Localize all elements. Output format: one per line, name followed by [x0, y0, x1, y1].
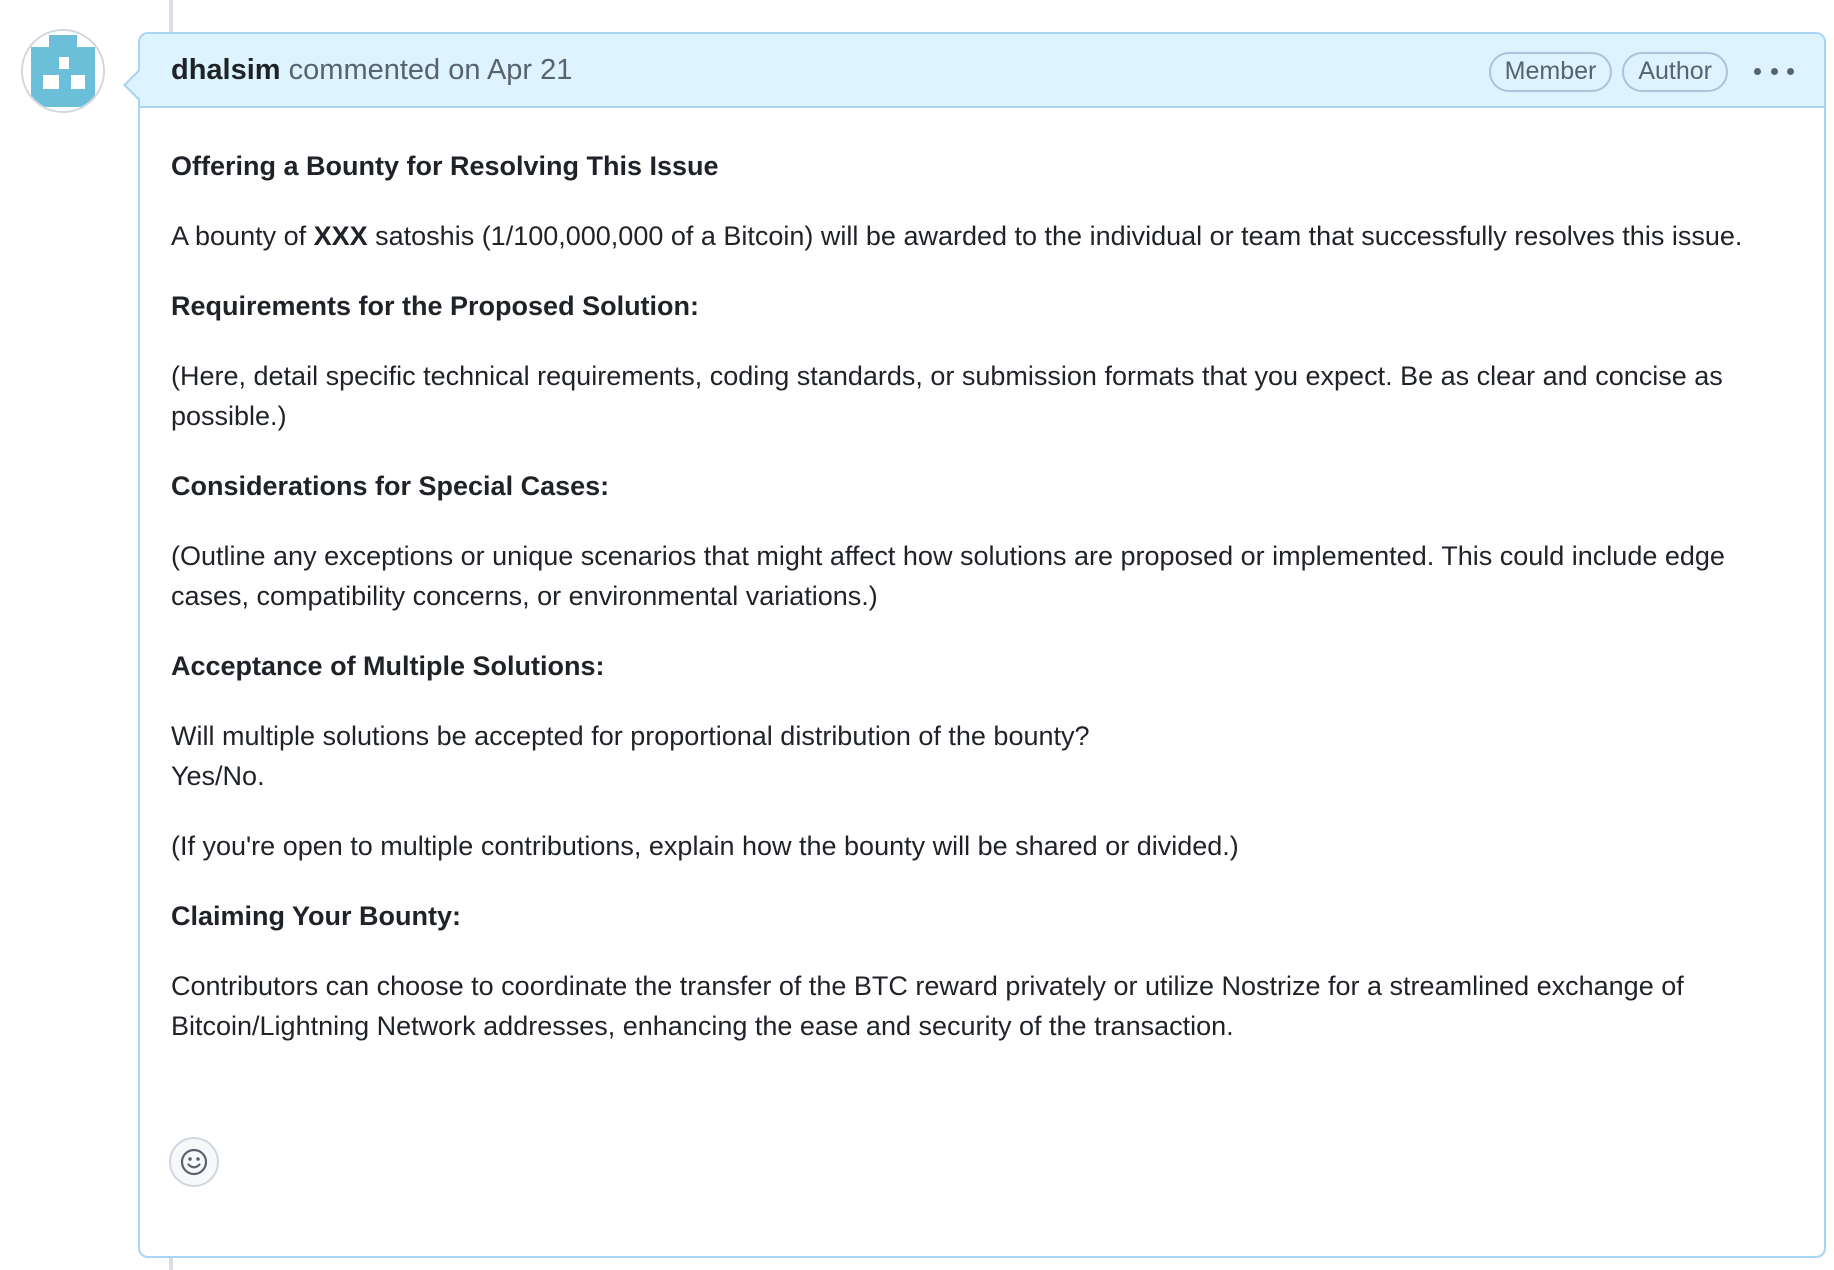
kebab-dot [1787, 68, 1794, 75]
intro-suffix: satoshis (1/100,000,000 of a Bitcoin) will be awarded to the individual or team that successfully resolves this issue. [367, 221, 1743, 251]
identicon-image [23, 31, 103, 111]
claiming-text: Contributors can choose to coordinate the transfer of the BTC reward privately or utilize Nostrize for a streamlined exchange of Bitcoin/Lightning Network addresses, enhancing the ease and security of the transaction. [171, 971, 1684, 1041]
kebab-dot [1754, 68, 1761, 75]
multiple-question: Will multiple solutions be accepted for proportional distribution of the bounty? [171, 721, 1090, 751]
badges [1489, 52, 1728, 92]
avatar[interactable] [21, 29, 105, 113]
member-badge: Member [1489, 52, 1613, 92]
multiple-explain-text: (If you're open to multiple contributions, explain how the bounty will be shared or divided.) [171, 831, 1239, 861]
author-link[interactable]: dhalsim [171, 54, 281, 86]
intro-prefix: A bounty of [171, 221, 314, 251]
add-reaction-button[interactable] [169, 1137, 219, 1187]
comment-body [171, 146, 1801, 1076]
special-cases-heading: Considerations for Special Cases: [171, 471, 610, 501]
kebab-horizontal-icon[interactable] [1754, 56, 1794, 86]
multiple-solutions-heading: Acceptance of Multiple Solutions: [171, 651, 605, 681]
bounty-title: Offering a Bounty for Resolving This Issue [171, 151, 719, 181]
comment-timestamp[interactable]: commented on Apr 21 [288, 54, 573, 86]
bounty-intro [171, 216, 1801, 256]
multiple-solutions-text [171, 716, 1801, 796]
comment-header [140, 34, 1824, 108]
multiple-answer: Yes/No. [171, 761, 265, 791]
bounty-amount: XXX [313, 221, 368, 251]
comment-box [138, 32, 1826, 1258]
special-cases-text: (Outline any exceptions or unique scenarios that might affect how solutions are proposed or implemented. This could include edge cases, compatibility concerns, or environmental variations.) [171, 541, 1725, 611]
comment-header-text [171, 53, 572, 87]
smiley-icon [179, 1147, 209, 1177]
author-badge: Author [1622, 52, 1728, 92]
kebab-dot [1771, 68, 1778, 75]
requirements-heading: Requirements for the Proposed Solution: [171, 291, 700, 321]
claiming-heading: Claiming Your Bounty: [171, 901, 461, 931]
requirements-text: (Here, detail specific technical requirements, coding standards, or submission formats that you expect. Be as clear and concise as possible.) [171, 361, 1723, 431]
